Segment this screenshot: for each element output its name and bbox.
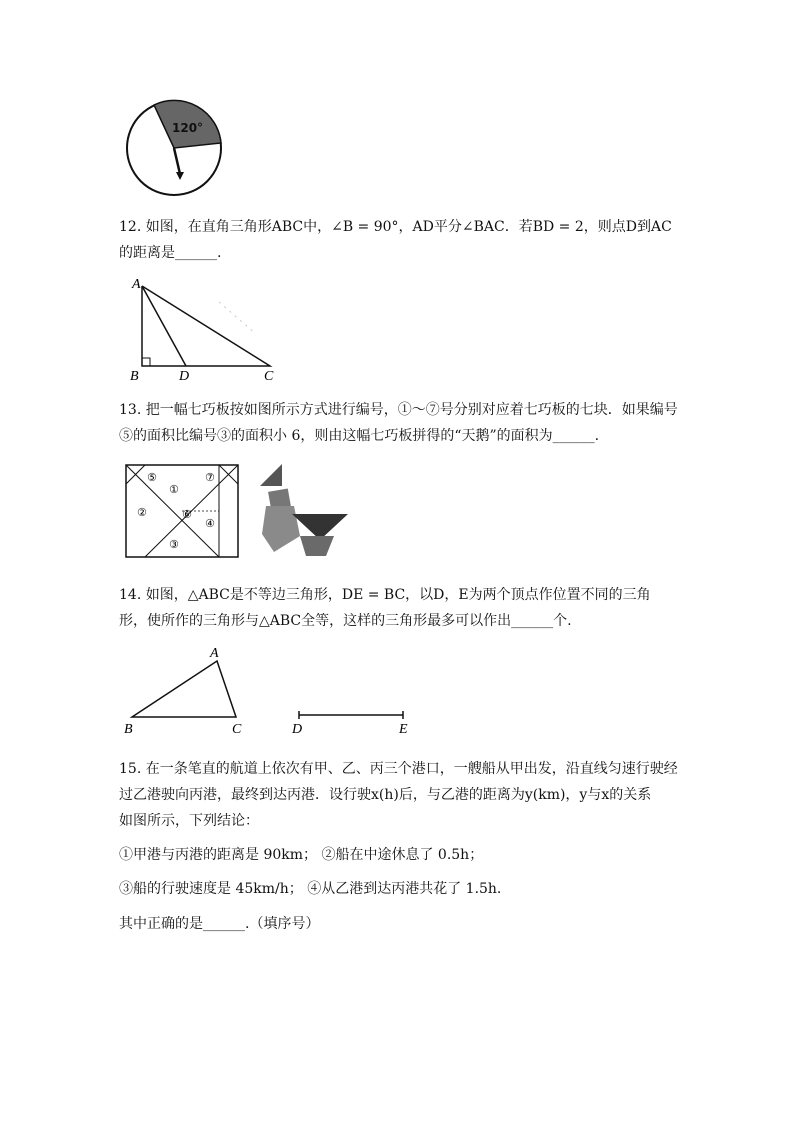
piece-7-label: ⑦ xyxy=(205,471,215,484)
q14-label-e: E xyxy=(399,722,408,737)
q14-figure xyxy=(118,644,418,740)
q12-label-b: B xyxy=(130,369,139,384)
piece-1-label: ① xyxy=(169,483,179,496)
q13-tangram-square xyxy=(125,464,239,558)
q13-line2: ⑤的面积比编号③的面积小 6，则由这幅七巧板拼得的“天鹅”的面积为______. xyxy=(119,428,600,444)
piece-5-label: ⑤ xyxy=(147,471,157,484)
q14-label-c: C xyxy=(232,722,242,737)
q12-line1: 12. 如图，在直角三角形ABC中，∠B = 90°，AD平分∠BAC．若BD = 2，则点D到AC xyxy=(119,219,672,235)
q14-label-b: B xyxy=(124,722,133,737)
piece-2-label: ② xyxy=(137,506,147,519)
piece-6-label: ⑥ xyxy=(182,508,192,521)
q12-triangle-figure xyxy=(124,274,284,384)
q14-line1: 14. 如图，△ABC是不等边三角形，DE = BC，以D，E为两个顶点作位置不同的三角 xyxy=(119,587,651,603)
q14-label-d: D xyxy=(292,722,303,737)
q15-conclusion-1-2: ①甲港与丙港的距离是 90km； ②船在中途休息了 0.5h； xyxy=(119,847,484,863)
q14-label-a: A xyxy=(210,646,219,661)
q15-answer-prompt: 其中正确的是______.（填序号） xyxy=(119,916,320,932)
q15-line1: 15. 在一条笔直的航道上依次有甲、乙、丙三个港口，一艘船从甲出发，沿直线匀速行驶经 xyxy=(119,761,678,777)
q15-conclusion-3-4: ③船的行驶速度是 45km/h； ④从乙港到达丙港共花了 1.5h. xyxy=(119,881,502,897)
spinner-angle-label: 120° xyxy=(172,121,204,135)
piece-4-label: ④ xyxy=(205,517,215,530)
spinner-figure xyxy=(122,96,232,200)
q14-line2: 形，使所作的三角形与△ABC全等，这样的三角形最多可以作出______个. xyxy=(119,613,572,629)
q12-line2: 的距离是______. xyxy=(119,245,222,261)
q12-label-a: A xyxy=(132,277,141,292)
q12-label-d: D xyxy=(179,369,190,384)
q13-swan-figure xyxy=(252,460,352,560)
q15-line3: 如图所示，下列结论： xyxy=(119,813,259,829)
q13-line1: 13. 把一幅七巧板按如图所示方式进行编号，①～⑦号分别对应着七巧板的七块．如果编号 xyxy=(119,402,678,418)
piece-3-label: ③ xyxy=(169,538,179,551)
q12-label-c: C xyxy=(264,369,274,384)
q15-line2: 过乙港驶向丙港，最终到达丙港．设行驶x(h)后，与乙港的距离为y(km)，y与x的关系 xyxy=(119,787,652,803)
